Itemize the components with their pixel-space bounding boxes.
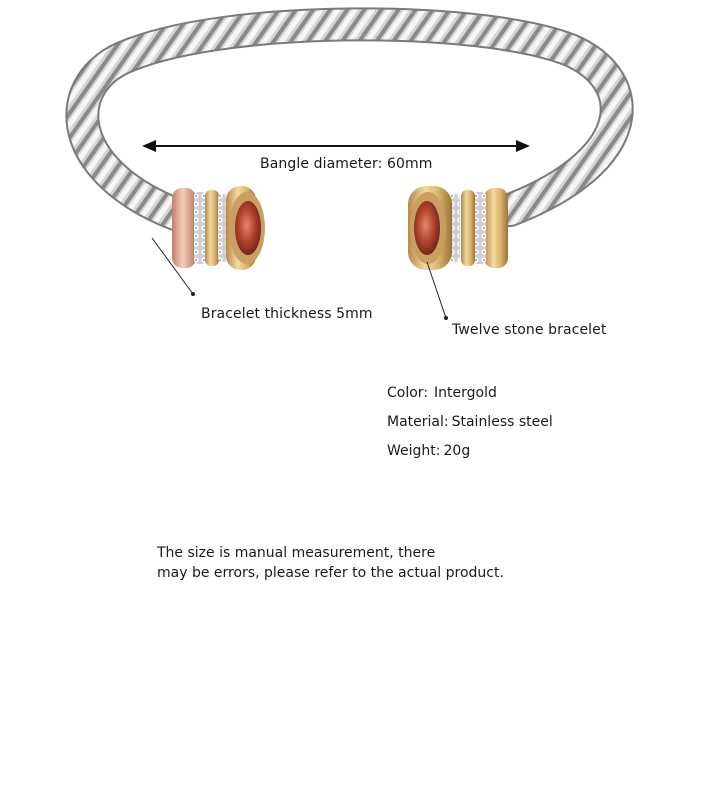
spec-color-label: Color: bbox=[387, 385, 429, 401]
left-gem bbox=[235, 201, 261, 255]
left-end-cap bbox=[172, 186, 265, 270]
spec-weight bbox=[387, 444, 553, 473]
note-line-2: may be errors, please refer to the actual product. bbox=[157, 565, 504, 581]
spec-weight-value: 20g bbox=[443, 443, 471, 459]
thickness-label: Bracelet thickness 5mm bbox=[201, 306, 373, 322]
note-line-1: The size is manual measurement, there bbox=[157, 545, 436, 561]
diameter-label: Bangle diameter: 60mm bbox=[260, 156, 433, 172]
spec-material-label: Material: bbox=[387, 414, 449, 430]
spec-weight-label: Weight: bbox=[387, 443, 441, 459]
stone-count-label: Twelve stone bracelet bbox=[452, 322, 607, 338]
double-headed-arrow-icon bbox=[142, 140, 530, 152]
spec-color-value: Intergold bbox=[434, 385, 497, 401]
right-end-cap bbox=[408, 186, 508, 270]
spec-color bbox=[387, 386, 553, 415]
right-gem bbox=[414, 201, 440, 255]
measurement-note bbox=[157, 543, 504, 583]
spec-material bbox=[387, 415, 553, 444]
stone-leader-line bbox=[427, 262, 448, 320]
spec-list bbox=[387, 386, 553, 473]
spec-material-value: Stainless steel bbox=[451, 414, 553, 430]
